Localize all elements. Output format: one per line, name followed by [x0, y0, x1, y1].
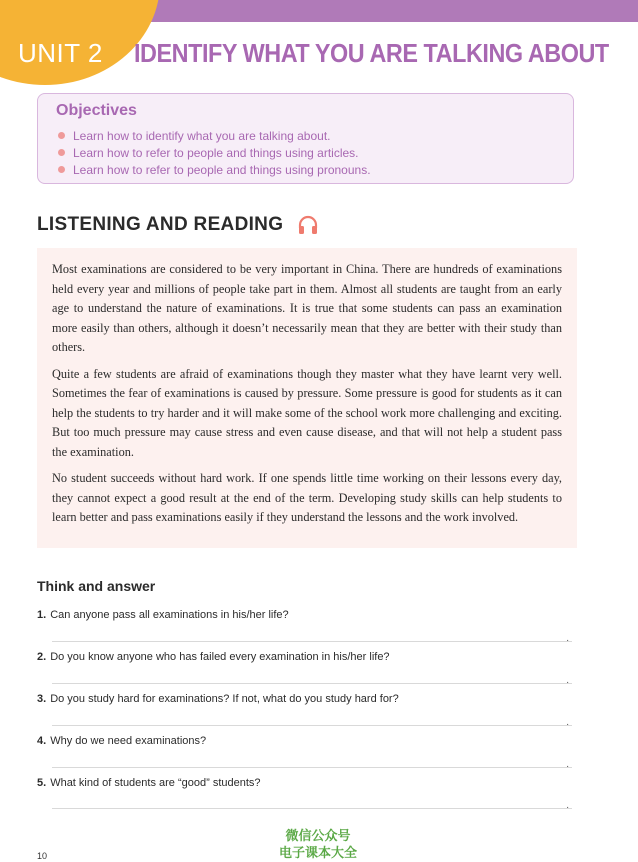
unit-label: UNIT 2	[18, 38, 103, 68]
question-text: Do you study hard for examinations? If not, what do you study hard for?	[50, 693, 399, 705]
question-number: 1.	[37, 609, 47, 621]
question-text: Why do we need examinations?	[50, 735, 207, 747]
list-item: Learn how to refer to people and things using pronouns.	[58, 162, 371, 179]
question-number: 3.	[37, 693, 47, 705]
answer-line[interactable]: .	[52, 767, 572, 768]
watermark-line: 微信公众号	[285, 829, 351, 844]
bullet-icon	[58, 166, 65, 173]
bullet-icon	[58, 149, 65, 156]
question-3	[37, 693, 577, 728]
answer-line[interactable]: .	[52, 683, 572, 684]
objectives-box	[37, 93, 574, 184]
paragraph: Most examinations are considered to be very important in China. There are hundreds of examinations held every year and millions of people take part in them. Almost all students are taught from an early age to understand the nature of examinations. It is true that some students can pass an examination more easily than others, although it doesn’t necessarily mean that they are better with their study than others.	[52, 262, 562, 354]
question-number: 5.	[37, 777, 47, 789]
objectives-title: Objectives	[56, 102, 137, 119]
reading-passage	[37, 248, 577, 548]
question-4	[37, 735, 577, 770]
list-item: Learn how to refer to people and things using articles.	[58, 145, 371, 162]
question-text: Can anyone pass all examinations in his/her life?	[50, 609, 289, 621]
question-number: 2.	[37, 651, 47, 663]
answer-line[interactable]: .	[52, 725, 572, 726]
question-2	[37, 651, 577, 686]
objectives-list	[58, 128, 371, 179]
answer-line[interactable]: .	[52, 641, 572, 642]
question-5	[37, 777, 577, 811]
page-number: 10	[37, 851, 48, 861]
question-1	[37, 609, 577, 644]
unit-title: IDENTIFY WHAT YOU ARE TALKING ABOUT	[134, 38, 609, 68]
section-title: LISTENING AND READING	[37, 214, 284, 235]
answer-line[interactable]: .	[52, 808, 572, 809]
list-item: Learn how to identify what you are talking about.	[58, 128, 371, 145]
watermark-line: 电子课本大全	[278, 846, 357, 861]
think-answer-title: Think and answer	[37, 578, 156, 594]
question-number: 4.	[37, 735, 47, 747]
headphones-icon	[297, 215, 319, 240]
paragraph: No student succeeds without hard work. If one spends little time working on their lessons every day, they cannot expect a good result at the end of the term. Developing study skills can help students to learn better and pass examinations easily if they understand the lessons and the work involved.	[52, 471, 562, 524]
question-text: Do you know anyone who has failed every examination in his/her life?	[50, 651, 390, 663]
bullet-icon	[58, 132, 65, 139]
question-text: What kind of students are “good” students?	[50, 777, 261, 789]
watermark	[258, 828, 378, 862]
paragraph: Quite a few students are afraid of examinations though they master what they have learnt very well. Sometimes the fear of examinations is caused by pressure. Some pressure is good for students as it can help the students to try harder and it will make some of the school work more challenging and exciting. But too much pressure may cause stress and even cause disease, and that will not help a student pass the examination.	[52, 366, 562, 459]
